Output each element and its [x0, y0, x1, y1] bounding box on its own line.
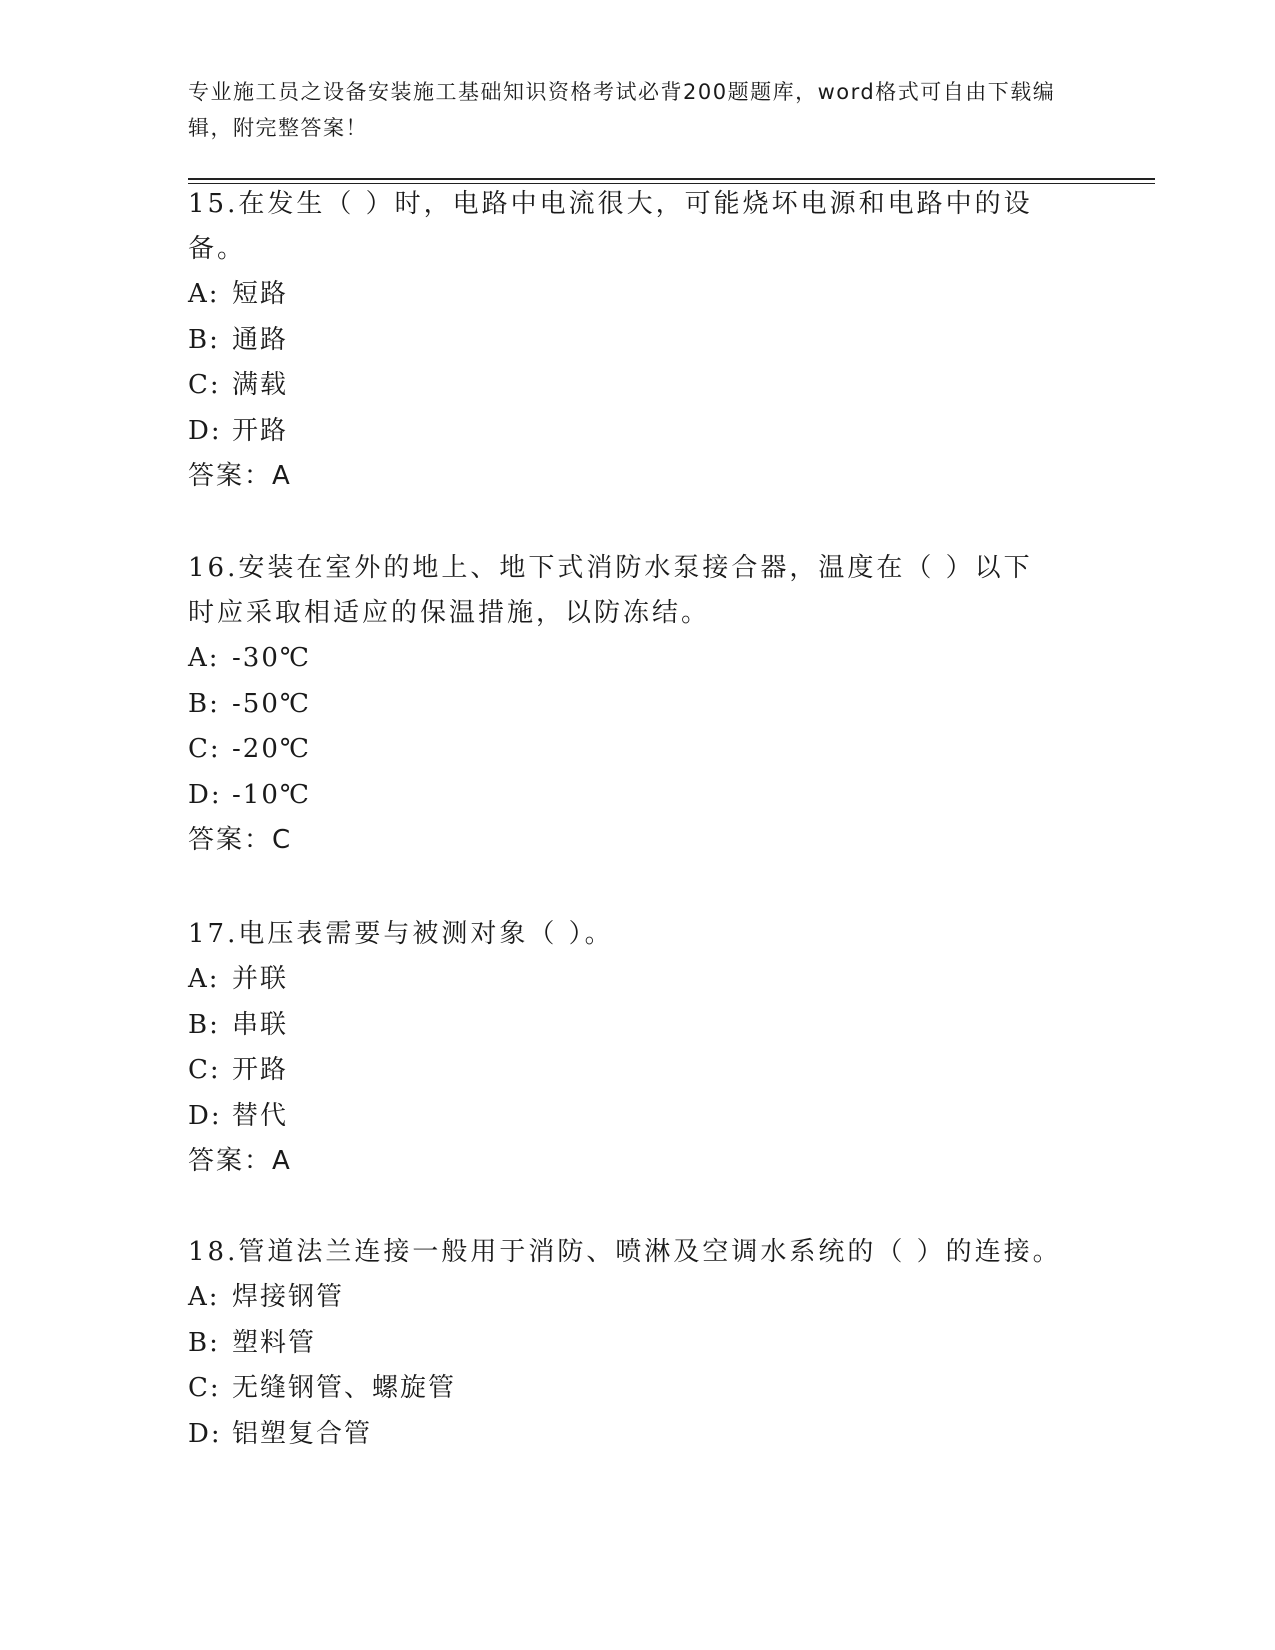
- option-text: 满载: [232, 370, 289, 400]
- question-18: [188, 1230, 1088, 1457]
- option-text: 焊接钢管: [232, 1282, 345, 1312]
- option-c: [188, 1366, 1088, 1412]
- option-text: 无缝钢管、螺旋管: [232, 1373, 457, 1403]
- option-b: [188, 318, 1088, 364]
- option-text: -30℃: [232, 643, 311, 673]
- option-d: [188, 409, 1088, 455]
- answer-label: 答案：A: [188, 1146, 292, 1176]
- question-stem: 16.安装在室外的地上、地下式消防水泵接合器，温度在（ ）以下时应采取相适应的保温措施，以防冻结。: [188, 553, 1033, 628]
- option-key: D:: [188, 415, 222, 446]
- option-d: [188, 773, 1088, 819]
- option-d: [188, 1094, 1088, 1140]
- option-key: B:: [188, 688, 220, 719]
- question-stem: 18.管道法兰连接一般用于消防、喷淋及空调水系统的（ ）的连接。: [188, 1237, 1062, 1267]
- option-key: C:: [188, 370, 221, 400]
- option-c: [188, 727, 1088, 773]
- option-text: 塑料管: [232, 1327, 317, 1358]
- option-key: C:: [188, 1055, 221, 1085]
- document-header: 专业施工员之设备安装施工基础知识资格考试必背200题题库，word格式可自由下载编辑，附完整答案！: [188, 80, 1056, 140]
- option-text: 并联: [232, 964, 289, 994]
- option-b: [188, 1321, 1088, 1367]
- header-divider-thick: [188, 178, 1155, 180]
- option-key: A:: [188, 1282, 220, 1312]
- option-key: D:: [188, 1418, 222, 1449]
- question-16: [188, 546, 1088, 863]
- option-key: B:: [188, 1327, 220, 1358]
- option-a: [188, 636, 1088, 682]
- answer-label: 答案：A: [188, 461, 292, 491]
- option-c: [188, 1048, 1088, 1094]
- answer-label: 答案：C: [188, 825, 293, 855]
- question-15: [188, 182, 1088, 499]
- option-a: [188, 1275, 1088, 1321]
- option-b: [188, 1003, 1088, 1049]
- option-key: C:: [188, 1373, 221, 1403]
- option-text: 通路: [232, 324, 289, 355]
- option-text: 替代: [232, 1100, 289, 1131]
- option-key: A:: [188, 279, 220, 309]
- question-17: [188, 912, 1088, 1184]
- option-text: 串联: [232, 1009, 289, 1040]
- option-text: -10℃: [232, 779, 311, 810]
- option-c: [188, 363, 1088, 409]
- option-a: [188, 272, 1088, 318]
- option-key: A:: [188, 964, 220, 994]
- option-text: 铝塑复合管: [232, 1418, 373, 1449]
- option-key: B:: [188, 324, 220, 355]
- option-text: -20℃: [232, 734, 311, 764]
- option-b: [188, 682, 1088, 728]
- option-key: B:: [188, 1009, 220, 1040]
- option-key: D:: [188, 1100, 222, 1131]
- option-key: C:: [188, 734, 221, 764]
- option-a: [188, 957, 1088, 1003]
- option-text: 短路: [232, 279, 289, 309]
- option-text: -50℃: [232, 688, 311, 719]
- question-stem: 17.电压表需要与被测对象（ ）。: [188, 919, 614, 949]
- option-text: 开路: [232, 415, 289, 446]
- option-key: A:: [188, 643, 220, 673]
- option-text: 开路: [232, 1055, 289, 1085]
- option-d: [188, 1412, 1088, 1458]
- question-stem: 15.在发生（ ）时，电路中电流很大，可能烧坏电源和电路中的设备。: [188, 189, 1033, 264]
- option-key: D:: [188, 779, 222, 810]
